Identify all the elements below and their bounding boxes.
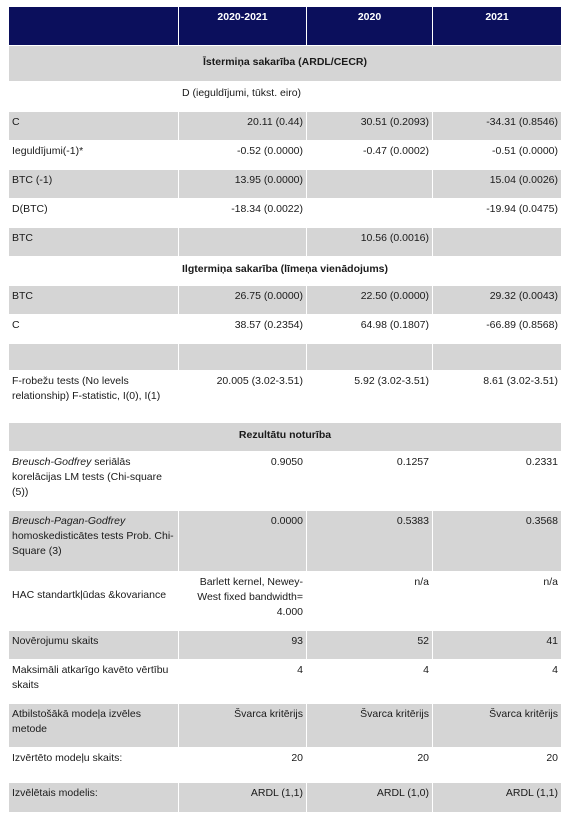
selected-label: Izvēlētais modelis:: [9, 783, 179, 813]
obs-row: [9, 631, 562, 660]
cell-2020-2021: 13.95 (0.0000): [179, 170, 307, 199]
section-robust-title: Rezultātu noturība: [9, 423, 562, 452]
cell-2020-2021: 38.57 (0.2354): [179, 315, 307, 344]
cell-2020-2021: 20.11 (0.44): [179, 112, 307, 141]
bpg-test-label: [9, 511, 179, 572]
cell-2020: 20: [307, 748, 433, 783]
cell-2021: 8.61 (3.02-3.51): [433, 371, 562, 423]
dependent-row: [9, 82, 562, 112]
cell-2021: Švarca kritērijs: [433, 704, 562, 748]
cell-2020: 22.50 (0.0000): [307, 286, 433, 315]
bpg-test-desc: homoskedisticātes tests Prob. Chi-Square (3): [12, 530, 174, 557]
table-row: [9, 286, 562, 315]
cell-2020: 0.1257: [307, 452, 433, 511]
cell-2020-2021: 0.0000: [179, 511, 307, 572]
cell-2020-2021: Švarca kritērijs: [179, 704, 307, 748]
spacer-row: [9, 344, 562, 371]
cell-2021: -0.51 (0.0000): [433, 141, 562, 170]
cell-2021: 4: [433, 660, 562, 704]
cell-2020: 30.51 (0.2093): [307, 112, 433, 141]
section-long-row: [9, 257, 562, 286]
cell-2020-2021: 20.005 (3.02-3.51): [179, 371, 307, 423]
row-label: BTC: [9, 286, 179, 315]
cell-2021: -66.89 (0.8568): [433, 315, 562, 344]
row-label: D(BTC): [9, 199, 179, 228]
cell-2021: -19.94 (0.0475): [433, 199, 562, 228]
cell-2020-2021: -18.34 (0.0022): [179, 199, 307, 228]
cell-2021: [433, 228, 562, 257]
cell-2020: [307, 170, 433, 199]
cell-2021: 41: [433, 631, 562, 660]
cell-2020-2021: [179, 228, 307, 257]
cell-2021: -34.31 (0.8546): [433, 112, 562, 141]
spacer-cell: [433, 344, 562, 371]
table-row: [9, 315, 562, 344]
evaluated-row: [9, 748, 562, 783]
cell-2020-2021: 93: [179, 631, 307, 660]
bg-test-desc: seriālās korelācijas LM tests (Chi-square (5)): [12, 456, 162, 498]
spacer-cell: [179, 344, 307, 371]
cell-2021: ARDL (1,1): [433, 783, 562, 813]
header-row: [9, 7, 562, 46]
hac-row: [9, 572, 562, 631]
cell-2021: 0.2331: [433, 452, 562, 511]
bg-test-name: Breusch-Godfrey: [12, 456, 92, 468]
evaluated-label: Izvērtēto modeļu skaits:: [9, 748, 179, 783]
table-row: [9, 170, 562, 199]
cell-2020: ARDL (1,0): [307, 783, 433, 813]
method-label: Atbilstošākā modeļa izvēles metode: [9, 704, 179, 748]
cell-2021: 15.04 (0.0026): [433, 170, 562, 199]
cell-2021: 20: [433, 748, 562, 783]
cell-2020-2021: 20: [179, 748, 307, 783]
bg-test-label: [9, 452, 179, 511]
hac-label: HAC standartkļūdas &kovariance: [9, 572, 179, 631]
table-row: [9, 141, 562, 170]
cell-2020: 4: [307, 660, 433, 704]
cell-2020: [307, 199, 433, 228]
cell-2020: -0.47 (0.0002): [307, 141, 433, 170]
cell-2020: 64.98 (0.1807): [307, 315, 433, 344]
cell-2021: 29.32 (0.0043): [433, 286, 562, 315]
section-robust-row: [9, 423, 562, 452]
dependent-empty: [9, 82, 179, 112]
table-row: [9, 228, 562, 257]
row-label: C: [9, 112, 179, 141]
row-label: C: [9, 315, 179, 344]
cell-2020-2021: ARDL (1,1): [179, 783, 307, 813]
maxlag-row: [9, 660, 562, 704]
selected-row: [9, 783, 562, 813]
row-label: BTC (-1): [9, 170, 179, 199]
ftest-label: F-robežu tests (No levels relationship) F-statistic, I(0), I(1): [9, 371, 179, 423]
cell-2020-2021: 0.9050: [179, 452, 307, 511]
cell-2020: 52: [307, 631, 433, 660]
spacer-cell: [307, 344, 433, 371]
row-label: BTC: [9, 228, 179, 257]
cell-2020-2021: Barlett kernel, Newey-West fixed bandwidth= 4.000: [179, 572, 307, 631]
dependent-label: D (ieguldījumi, tūkst. eiro): [179, 82, 562, 112]
section-short-row: [9, 46, 562, 82]
header-empty: [9, 7, 179, 46]
header-2020: 2020: [307, 7, 433, 46]
cell-2020-2021: 26.75 (0.0000): [179, 286, 307, 315]
cell-2020: 5.92 (3.02-3.51): [307, 371, 433, 423]
cell-2021: 0.3568: [433, 511, 562, 572]
cell-2020: n/a: [307, 572, 433, 631]
bpg-test-row: [9, 511, 562, 572]
maxlag-label: Maksimāli atkarīgo kavēto vērtību skaits: [9, 660, 179, 704]
results-table: [8, 6, 562, 813]
table-row: [9, 199, 562, 228]
header-2020-2021: 2020-2021: [179, 7, 307, 46]
cell-2020: Švarca kritērijs: [307, 704, 433, 748]
spacer-cell: [9, 344, 179, 371]
header-2021: 2021: [433, 7, 562, 46]
obs-label: Novērojumu skaits: [9, 631, 179, 660]
bpg-test-name: Breusch-Pagan-Godfrey: [12, 515, 126, 527]
table-row: [9, 112, 562, 141]
cell-2020-2021: -0.52 (0.0000): [179, 141, 307, 170]
row-label: Ieguldījumi(-1)*: [9, 141, 179, 170]
cell-2020: 0.5383: [307, 511, 433, 572]
section-long-title: Ilgtermiņa sakarība (līmeņa vienādojums): [9, 257, 562, 286]
section-short-title: Īstermiņa sakarība (ARDL/CECR): [9, 46, 562, 82]
cell-2020: 10.56 (0.0016): [307, 228, 433, 257]
cell-2021: n/a: [433, 572, 562, 631]
ftest-row: [9, 371, 562, 423]
bg-test-row: [9, 452, 562, 511]
method-row: [9, 704, 562, 748]
cell-2020-2021: 4: [179, 660, 307, 704]
